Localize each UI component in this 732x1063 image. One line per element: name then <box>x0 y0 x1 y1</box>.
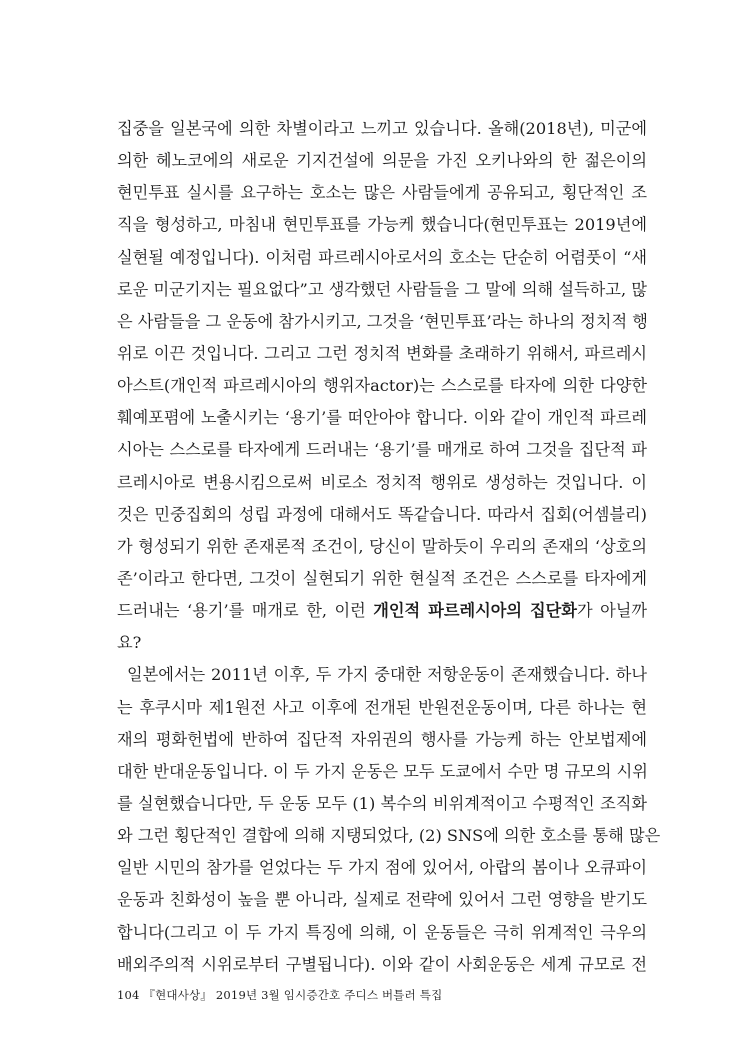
text-line: 일반 시민의 참가를 얻었다는 두 가지 점에 있어서, 아랍의 봄이나 오큐파이 <box>117 858 647 878</box>
body-text <box>117 113 661 981</box>
text-line: 아스트(개인적 파르레시아의 행위자actor)는 스스로를 타자에 의한 다양한 <box>117 376 647 396</box>
paragraph-end-line: 요? <box>117 633 142 653</box>
text-fragment: 드러내는 ‘용기’를 매개로 한, 이런 <box>117 601 374 621</box>
text-fragment: 가 아닐까 <box>576 601 647 621</box>
text-line <box>117 595 647 627</box>
text-line: 것은 민중집회의 성립 과정에 대해서도 똑같습니다. 따라서 집회(어셈블리) <box>117 504 647 524</box>
text-line: 는 후쿠시마 제1원전 사고 이후에 전개된 반원전운동이며, 다른 하나는 현 <box>117 697 647 717</box>
text-line: 집중을 일본국에 의한 차별이라고 느끼고 있습니다. 올해(2018년), 미군에 <box>117 119 647 138</box>
text-line: 직을 형성하고, 마침내 현민투표를 가능케 했습니다(현민투표는 2019년에 <box>117 215 647 235</box>
text-line: 존’이라고 한다면, 그것이 실현되기 위한 현실적 조건은 스스로를 타자에게 <box>117 568 647 588</box>
text-line: 시아는 스스로를 타자에게 드러내는 ‘용기’를 매개로 하여 그것을 집단적 파 <box>117 440 647 460</box>
text-line: 배외주의적 시위로부터 구별됩니다). 이와 같이 사회운동은 세계 규모로 전 <box>117 954 647 974</box>
text-line: 실현될 예정입니다). 이처럼 파르레시아로서의 호소는 단순히 어렴풋이 “새 <box>117 247 647 267</box>
emphasis-text: 개인적 파르레시아의 집단화 <box>373 601 577 621</box>
text-line: 은 사람들을 그 운동에 참가시키고, 그것을 ‘현민투표’라는 하나의 정치적 행 <box>117 311 648 331</box>
text-line: 위로 이끈 것입니다. 그리고 그런 정치적 변화를 초래하기 위해서, 파르레시 <box>117 343 647 363</box>
text-line: 의한 헤노코에의 새로운 기지건설에 의문을 가진 오키나와의 한 젊은이의 <box>117 151 647 171</box>
text-line: 와 그런 횡단적인 결합에 의해 지탱되었다, (2) SNS에 의한 호소를 통해 많은 <box>117 826 661 846</box>
text-line: 재의 평화헌법에 반하여 집단적 자위권의 행사를 가능케 하는 안보법제에 <box>117 729 647 749</box>
text-line: 현민투표 실시를 요구하는 호소는 많은 사람들에게 공유되고, 횡단적인 조 <box>117 183 647 203</box>
paragraph-first-line: 일본에서는 2011년 이후, 두 가지 중대한 저항운동이 존재했습니다. 하나 <box>127 665 647 685</box>
text-line: 운동과 친화성이 높을 뿐 아니라, 실제로 전략에 있어서 그런 영향을 받기도 <box>117 890 647 910</box>
text-line: 훼예포폄에 노출시키는 ‘용기’를 떠안아야 합니다. 이와 같이 개인적 파르레 <box>117 408 647 428</box>
text-line: 르레시아로 변용시킴으로써 비로소 정치적 행위로 생성하는 것입니다. 이 <box>117 472 647 492</box>
text-line: 합니다(그리고 이 두 가지 특징에 의해, 이 운동들은 극히 위계적인 극우의 <box>117 922 647 942</box>
page-footer: 104 『현대사상』 2019년 3월 임시증간호 주디스 버틀러 특집 <box>117 988 443 1002</box>
text-line: 대한 반대운동입니다. 이 두 가지 운동은 모두 도쿄에서 수만 명 규모의 시위 <box>117 761 648 781</box>
text-line: 로운 미군기지는 필요없다”고 생각했던 사람들을 그 말에 의해 설득하고, 많 <box>117 279 647 299</box>
text-line: 가 형성되기 위한 존재론적 조건이, 당신이 말하듯이 우리의 존재의 ‘상호의 <box>117 536 647 556</box>
text-line: 를 실현했습니다만, 두 운동 모두 (1) 복수의 비위계적이고 수평적인 조직화 <box>117 793 647 813</box>
